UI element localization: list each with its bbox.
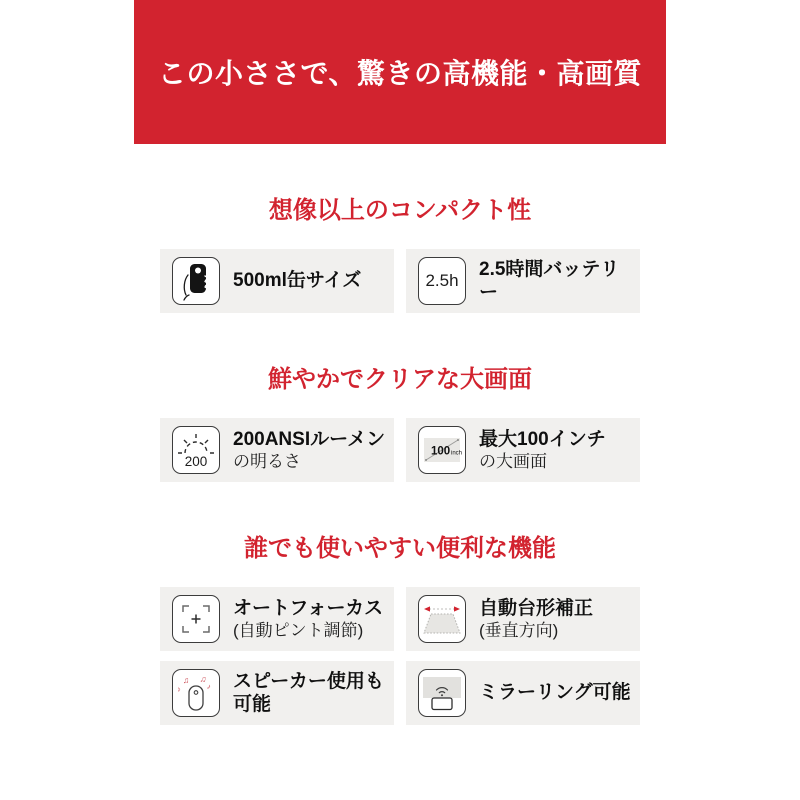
feature-card-can-size: [160, 249, 394, 313]
mirroring-icon: [418, 669, 466, 717]
feature-title: ミラーリング可能: [479, 682, 631, 704]
feature-card-screen-size: [406, 418, 640, 482]
feature-title: 最大100インチ: [479, 428, 606, 450]
feature-subtitle: の大画面: [479, 451, 547, 471]
screen-size-unit-text: inch: [451, 450, 463, 457]
feature-card-speaker: [160, 661, 394, 725]
feature-title: 500ml缶サイズ: [233, 270, 362, 292]
card-grid-functions: [160, 587, 640, 725]
section-heading-screen: 鮮やかでクリアな大画面: [268, 366, 532, 393]
speaker-icon: [172, 669, 220, 717]
brightness-icon: [172, 426, 220, 474]
content-column: [134, 0, 666, 725]
feature-card-autofocus: [160, 587, 394, 651]
section-heading-functions: 誰でも使いやすい便利な機能: [244, 535, 556, 562]
battery-time-text: 2.5h: [425, 271, 459, 290]
brightness-value-text: 200: [184, 454, 208, 469]
feature-title: オートフォーカス: [233, 597, 384, 619]
svg-text:♪: ♪: [205, 681, 213, 692]
banner-title: この小ささで、驚きの高機能・高画質: [158, 58, 642, 89]
screen-size-icon: [418, 426, 466, 474]
svg-text:♪: ♪: [175, 684, 182, 694]
battery-time-badge: [418, 257, 466, 305]
feature-card-brightness: [160, 418, 394, 482]
feature-card-battery: [406, 249, 640, 313]
feature-subtitle: (垂直方向): [479, 620, 559, 640]
feature-subtitle: の明るさ: [233, 451, 301, 471]
card-grid-screen: [160, 418, 640, 482]
feature-title: スピーカー使用も可能: [233, 670, 384, 715]
section-heading-compact: 想像以上のコンパクト性: [268, 197, 532, 224]
svg-text:♫: ♫: [199, 673, 208, 685]
feature-title: 2.5時間バッテリー: [479, 258, 620, 303]
svg-text:♫: ♫: [183, 675, 190, 685]
card-grid-compact: [160, 249, 640, 313]
feature-card-mirroring: [406, 661, 640, 725]
autofocus-icon: [172, 595, 220, 643]
screen-size-value-text: 100: [431, 445, 451, 458]
feature-title: 自動台形補正: [479, 597, 594, 619]
keystone-icon: [418, 595, 466, 643]
feature-title: 200ANSIルーメン: [233, 428, 386, 450]
can-in-hand-icon: [172, 257, 220, 305]
feature-subtitle: (自動ピント調節): [233, 620, 364, 640]
feature-card-keystone: [406, 587, 640, 651]
hero-banner: [134, 0, 666, 144]
